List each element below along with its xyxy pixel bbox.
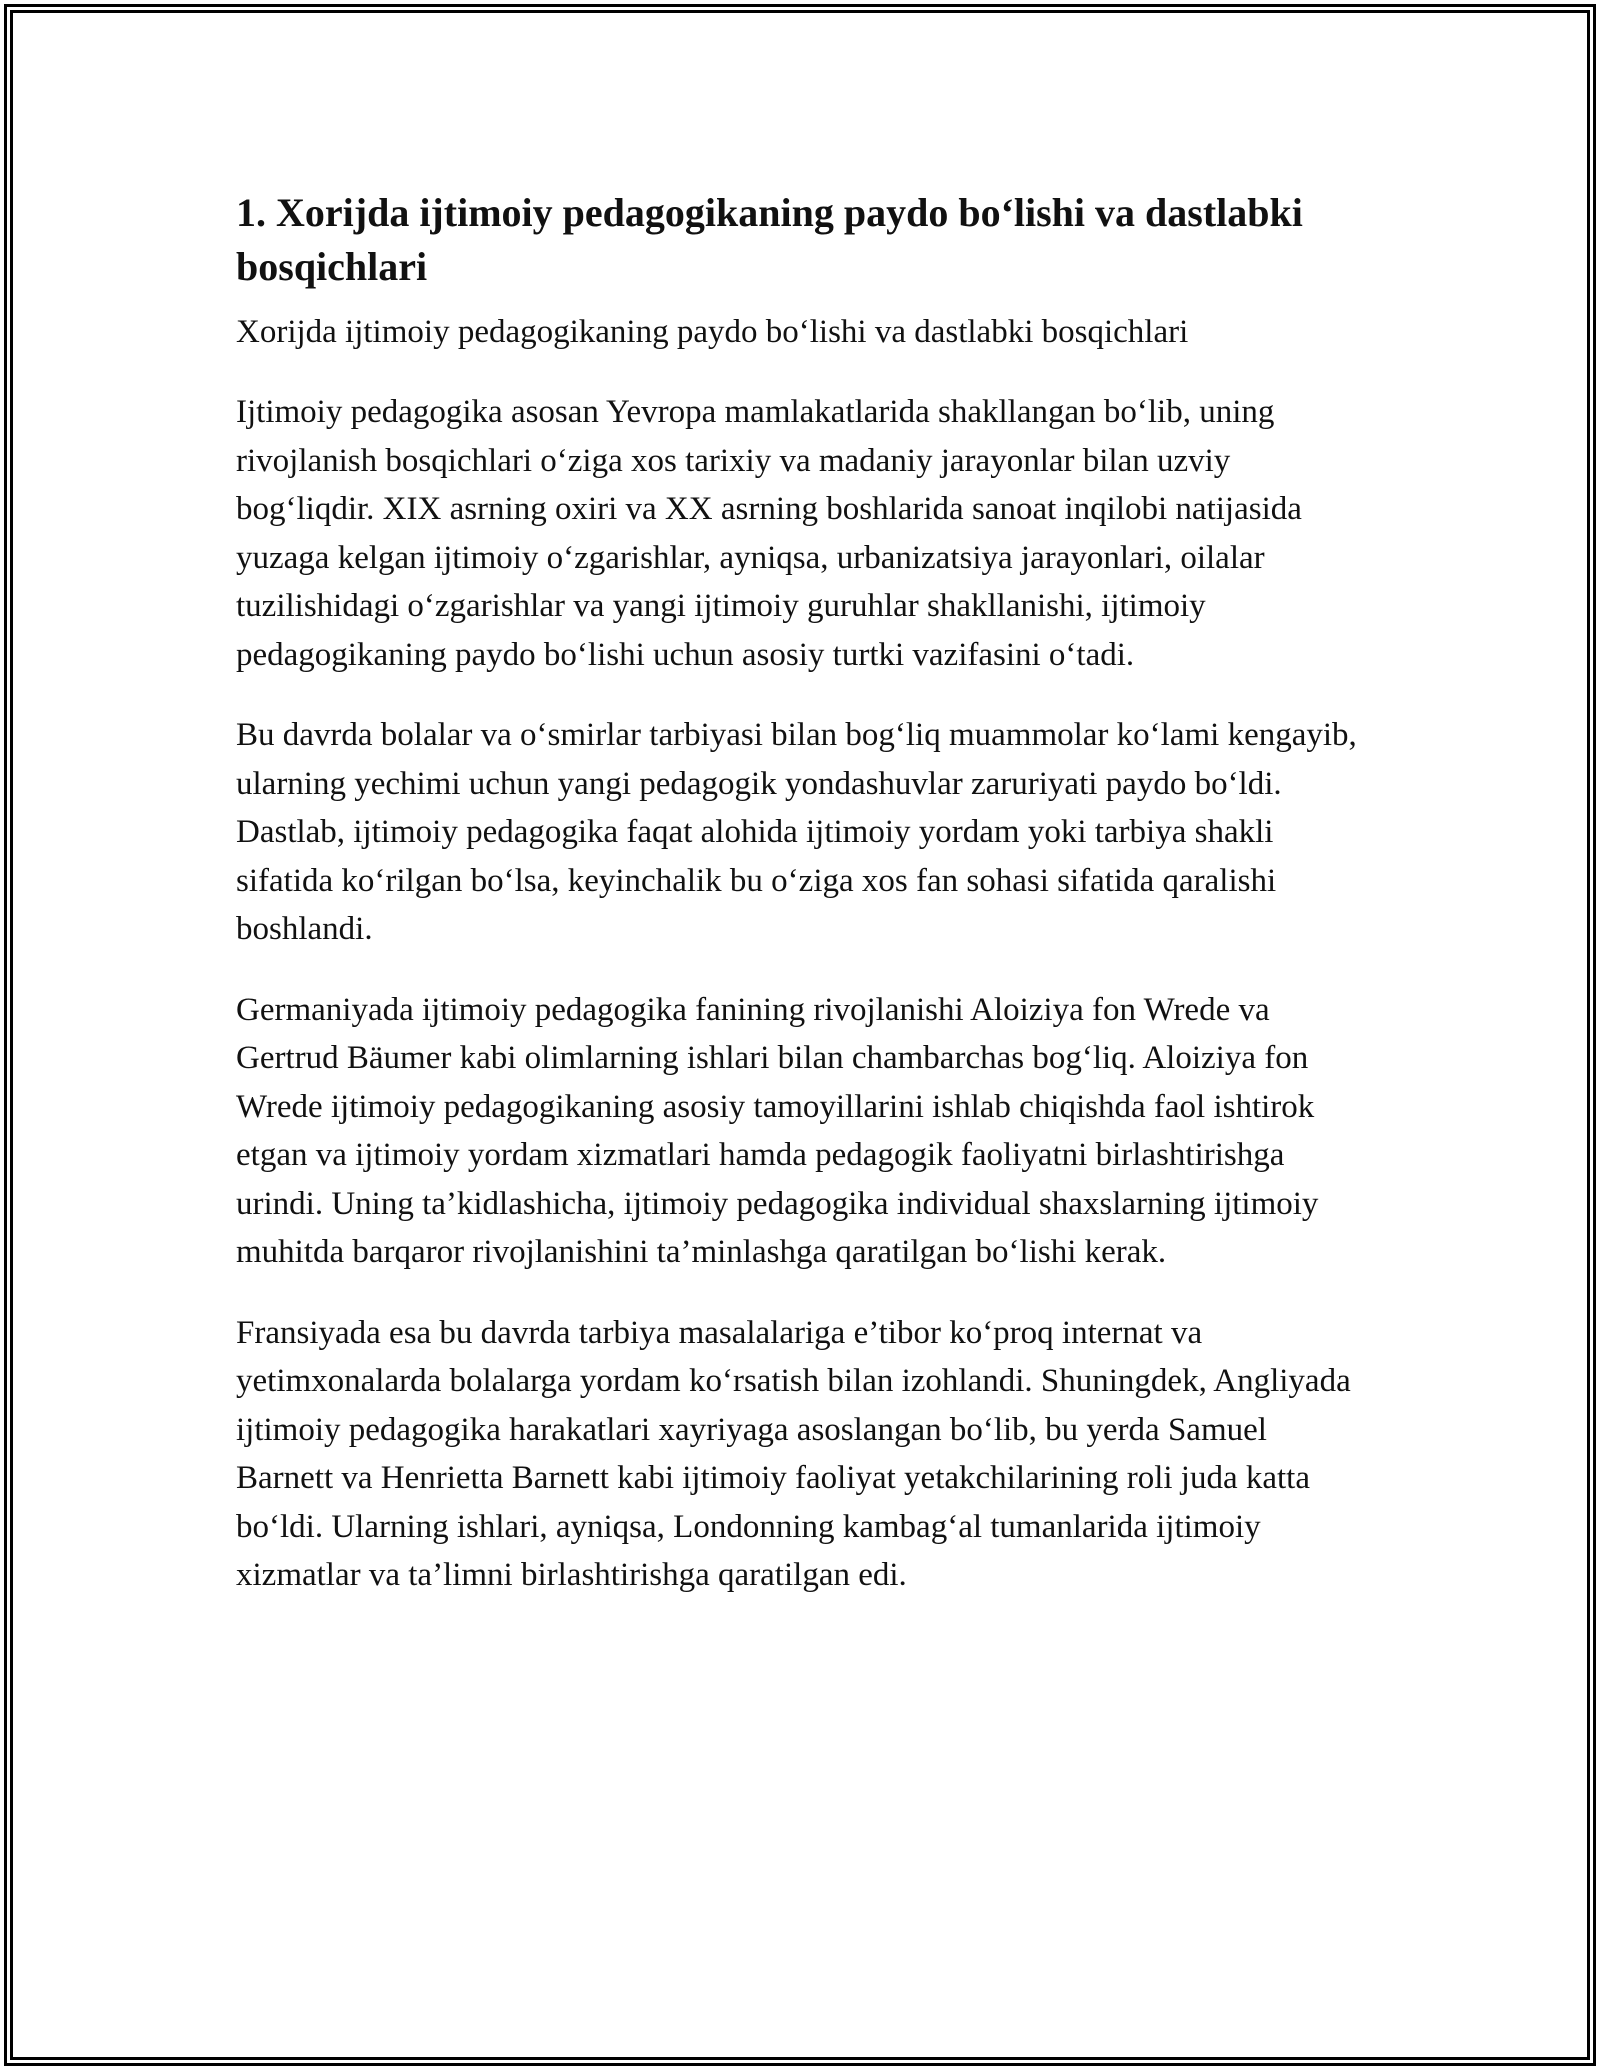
paragraph-3: Germaniyada ijtimoiy pedagogika fanining rivojlanishi Aloiziya fon Wrede va Gertrud Bäumer kabi olimlarning ishlari bilan chambarchas bog‘liq. Aloiziya fon Wrede ijtimoiy pedagogikaning asosiy tamoyillarini ishlab chiqishda faol ishtirok etgan va ijtimoiy yordam xizmatlari hamda pedagogik faoliyatni birlashtirishga urindi. Uning ta’kidlashicha, ijtimoiy pedagogika individual shaxslarning ijtimoiy muhitda barqaror rivojlanishini ta’minlashga qaratilgan bo‘lishi kerak. xyxy=(236,991,1319,1270)
paragraph-2: Bu davrda bolalar va o‘smirlar tarbiyasi bilan bog‘liq muammolar ko‘lami kengayib, ularning yechimi uchun yangi pedagogik yondashuvlar zaruriyati paydo bo‘ldi. Dastlab, ijtimoiy pedagogika faqat alohida ijtimoiy yordam yoki tarbiya shakli sifatida ko‘rilgan bo‘lsa, keyinchalik bu o‘ziga xos fan sohasi sifatida qaralishi boshlandi. xyxy=(236,717,1357,947)
paragraph-1: Ijtimoiy pedagogika asosan Yevropa mamlakatlarida shakllangan bo‘lib, uning rivojlanish bosqichlari o‘ziga xos tarixiy va madaniy jarayonlar bilan uzviy bog‘liqdir. XIX asrning oxiri va XX asrning boshlarida sanoat inqilobi natijasida yuzaga kelgan ijtimoiy o‘zgarishlar, ayniqsa, urbanizatsiya jarayonlari, oilalar tuzilishidagi o‘zgarishlar va yangi ijtimoiy guruhlar shakllanishi, ijtimoiy pedagogikaning paydo bo‘lishi uchun asosiy turtki vazifasini o‘tadi. xyxy=(236,394,1302,673)
document-subtitle: Xorijda ijtimoiy pedagogikaning paydo bo‘lishi va dastlabki bosqichlari xyxy=(236,314,1189,350)
paragraph-4: Fransiyada esa bu davrda tarbiya masalalariga e’tibor ko‘proq internat va yetimxonalarda bolalarga yordam ko‘rsatish bilan izohlandi. Shuningdek, Angliyada ijtimoiy pedagogika harakatlari xayriyaga asoslangan bo‘lib, bu yerda Samuel Barnett va Henrietta Barnett kabi ijtimoiy faoliyat yetakchilarining roli juda katta bo‘ldi. Ularning ishlari, ayniqsa, Londonning kambag‘al tumanlarida ijtimoiy xizmatlar va ta’limni birlashtirishga qaratilgan edi. xyxy=(236,1314,1351,1593)
document-body xyxy=(236,186,1366,1600)
document-title: 1. Xorijda ijtimoiy pedagogikaning paydo bo‘lishi va dastlabki bosqichlari xyxy=(236,190,1303,289)
